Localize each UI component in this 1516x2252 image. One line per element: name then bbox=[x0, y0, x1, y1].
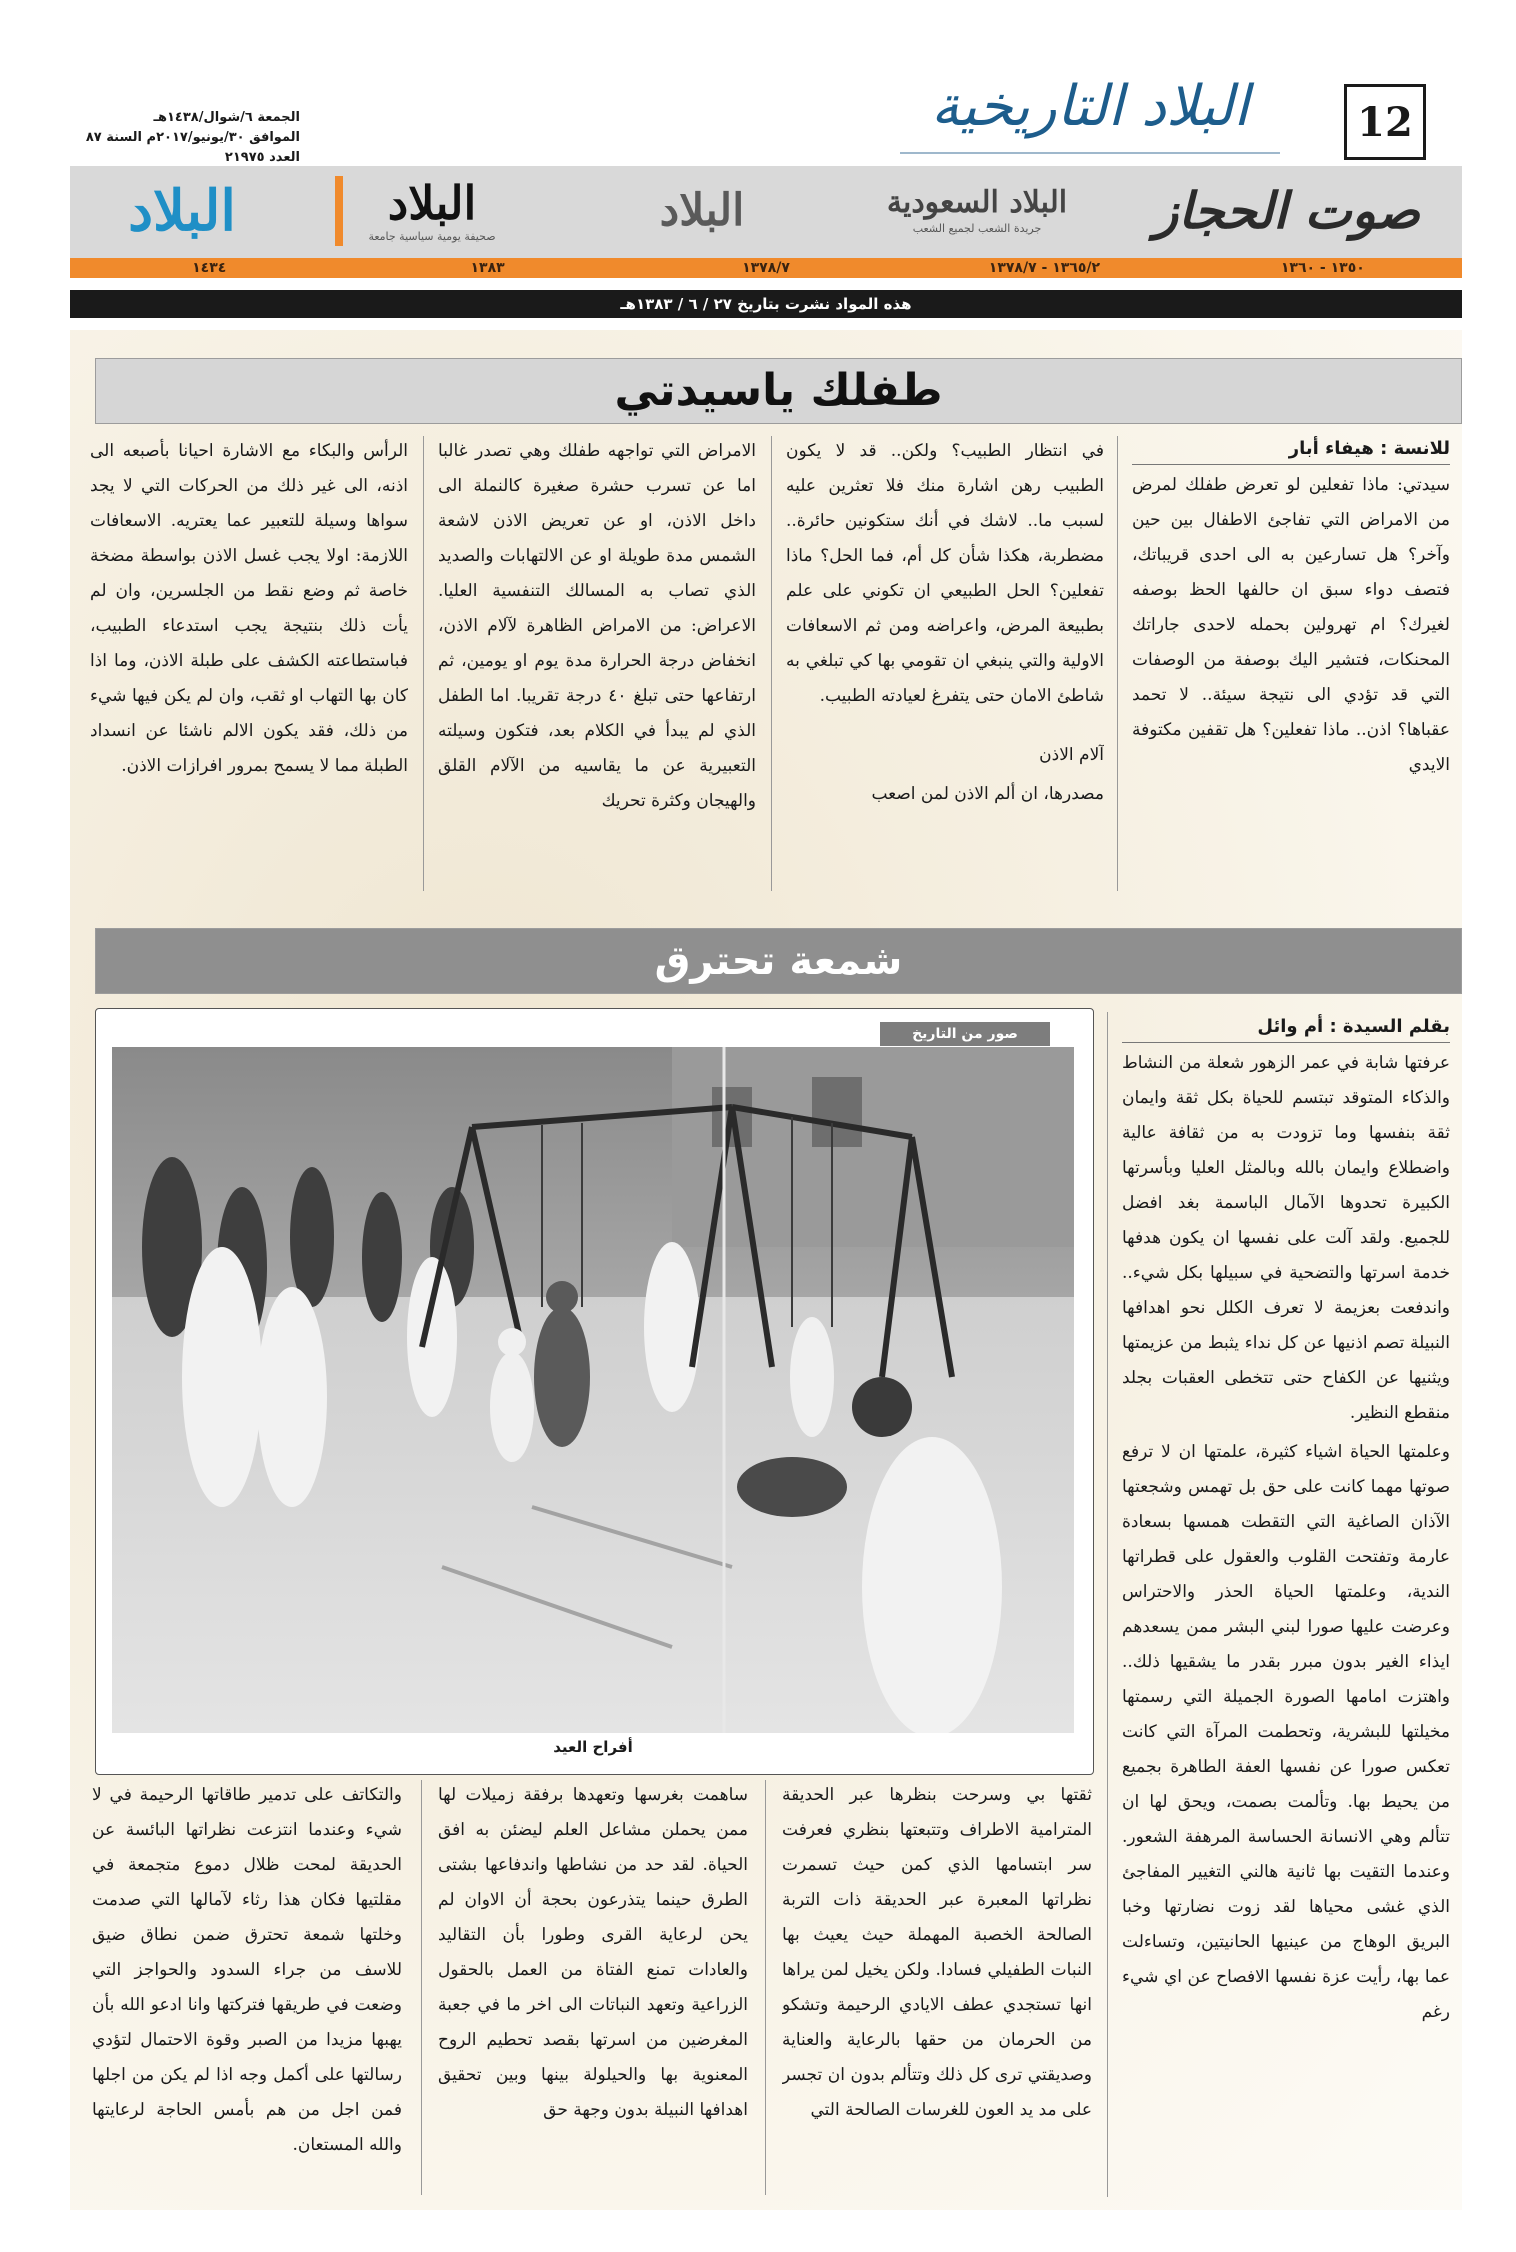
masthead-sawt-alhijaz: صوت الحجاز bbox=[1154, 181, 1420, 240]
article1-col1-text: سيدتي: ماذا تفعلين لو تعرض طفلك لمرض من الامراض التي تفاجئ الاطفال بين حين وآخر؟ هل تسارعين به الى احدى قريباتك، فتصف دواء سبق ان حالفها الحظ بوصفه لغيرك؟ ام تهرولين بحمله لاحدى جاراتك المحنكات، فتشير اليك بوصفة من الوصفات التي قد تؤدي الى نتيجة سيئة.. لا تحمد عقباها؟ اذن.. ماذا تفعلين؟ هل تقفين مكتوفة الايدي bbox=[1132, 475, 1450, 775]
article2-paragraph: ثقتها بي وسرحت بنظرها عبر الحديقة المترامية الاطراف وتتبعتها بنظري فعرفت سر ابتسامها الذي كمن حيث تسمرت نظراتها المعبرة عبر الحديقة ذات التربة الصالحة الخصبة المهملة حيث يعيث بها النبات الطفيلي فسادا. ولكن يخيل لمن يراها انها تستجدي عطف الايادي الرحيمة وتشكو من الحرمان من حقها بالرعاية والعناية وصديقتي ترى كل ذلك وتتألم بدون ان تجسر على مد يد العون للغرسات الصالحة التي bbox=[782, 1785, 1092, 2120]
column-divider bbox=[765, 1780, 766, 2195]
photo-illustration bbox=[112, 1047, 1074, 1733]
article2-paragraph: وعلمتها الحياة اشياء كثيرة، علمتها ان لا ترفع صوتها مهما كانت على حق بل تهمس وشجعتها الآذان الصاغية التي التقطت همسها بسعادة عارمة وتفتحت القلوب والعقول على قطراتها الندية، وعلمتها الحياة الحذر والاحتراس وعرضت عليها صورا لبني البشر ممن يسعدهم ايذاء الغير بدون مبرر بقدر ما يشقيها ذلك.. واهتزت امامها الصورة الجميلة التي رسمتها مخيلتها للبشرية، وتحطمت المرآة التي كانت تعكس صورا عن نفسها العفة الطاهرة بجميع من يحيط بها. وتألمت بصمت، ويحق لها ان تتألم وهي الانسانة الحساسة المرهفة الشعور. وعندما التقيت بها ثانية هالني التغيير المفاجئ الذي غشى محياها لقد زوت نضارتها وخبا البريق الوهاج من عينيها الحانيتين، وتساءلت عما بها، رأيت عزة نفسها الافصاح عن اي شيء رغم bbox=[1122, 1442, 1450, 2022]
historic-mastheads-strip bbox=[70, 166, 1462, 259]
date-gregorian-issue: الموافق ٣٠/يونيو/٢٠١٧م السنة ٨٧ العدد ٢١٩٧٥ bbox=[85, 130, 300, 165]
historic-photo-eid-playground bbox=[112, 1047, 1074, 1733]
masthead-albilad-modern: البلاد bbox=[128, 178, 236, 244]
column-divider bbox=[1107, 1012, 1108, 2197]
article2-headline: شمعة تحترق bbox=[95, 928, 1462, 994]
timeline-years bbox=[70, 258, 1462, 278]
dateline bbox=[60, 108, 300, 168]
article2-right-column bbox=[1122, 1046, 1450, 2196]
column-divider bbox=[771, 436, 772, 891]
article1-subheading-ear-pain: آلام الاذن bbox=[1039, 745, 1104, 765]
section-title: البلاد التاريخية bbox=[900, 62, 1280, 154]
article2-paragraph: عرفتها شابة في عمر الزهور شعلة من النشاط والذكاء المتوقد تبتسم للحياة بكل ثقة وايمان ثقة بنفسها وما تزودت به من ثقافة عالية واضطلاع وايمان بالله وبالمثل العليا وبأسرتها الكبيرة تحدوها الآمال الباسمة بغد افضل للجميع. ولقد آلت على نفسها ان يكون هدفها خدمة اسرتها والتضحية في سبيلها بكل شيء.. واندفعت بعزيمة لا تعرف الكلل نحو اهدافها النبيلة تصم اذنيها عن كل نداء يثبط من عزيمتها ويثنيها عن الكفاح حتى تتخطى العقبات بجلد منقطع النظير. bbox=[1122, 1053, 1450, 1423]
photo-tag: صور من التاريخ bbox=[880, 1022, 1050, 1046]
article1-column-2 bbox=[786, 434, 1104, 889]
timeline-year: ١٤٣٤ bbox=[192, 260, 227, 276]
masthead-albilad-1378: البلاد bbox=[659, 185, 745, 236]
photo-caption: أفراح العيد bbox=[553, 1738, 633, 1756]
article2-byline: بقلم السيدة : أم وائل bbox=[1122, 1012, 1450, 1043]
date-hijri: الجمعة ٦/شوال/١٤٣٨هـ bbox=[153, 110, 300, 125]
timeline-year: ١٣٧٨/٧ bbox=[742, 260, 790, 276]
article1-column-4 bbox=[90, 434, 408, 889]
column-divider bbox=[1117, 436, 1118, 891]
column-divider bbox=[421, 1780, 422, 2195]
timeline-year: ١٣٥٠ - ١٣٦٠ bbox=[1280, 260, 1365, 276]
article1-col3-text: الامراض التي تواجهه طفلك وهي تصدر غالبا اما عن تسرب حشرة صغيرة كالنملة الى داخل الاذن، او عن تعريض الاذن لاشعة الشمس مدة طويلة او عن الالتهابات والصديد الذي تصاب به المسالك التنفسية العليا. الاعراض: من الامراض الظاهرة لآلام الاذن، انخفاض درجة الحرارة مدة يوم او يومين، ثم ارتفاعها حتى تبلغ ٤٠ درجة تقريبا. اما الطفل الذي لم يبدأ في الكلام بعد، فتكون وسيلته التعبيرية عن ما يقاسيه من الآلام القلق والهيجان وكثرة تحريك bbox=[438, 441, 756, 811]
article1-column-1 bbox=[1132, 468, 1450, 888]
page-number: 12 bbox=[1344, 84, 1426, 160]
masthead-accent-bar bbox=[335, 176, 343, 246]
article1-column-3 bbox=[438, 434, 756, 889]
article1-col2-text-2: مصدرها، ان ألم الاذن لمن اصعب bbox=[871, 784, 1104, 804]
article1-col4-text: الرأس والبكاء مع الاشارة احيانا بأصبعه الى اذنه، الى غير ذلك من الحركات التي لا يجد سواها وسيلة للتعبير عما يعتريه. الاسعافات اللازمة: اولا يجب غسل الاذن بواسطة مضخة خاصة ثم وضع نقط من الجلسرين، وان لم يأت ذلك بنتيجة يجب استدعاء الطبيب، فباستطاعته الكشف على طبلة الاذن، وما اذا كان بها التهاب او ثقب، وان لم يكن فيها شيء من ذلك، فقد يكون الالم ناشئا عن انسداد الطبلة مما لا يسمح بمرور افرازات الاذن. bbox=[90, 441, 408, 776]
masthead-albilad-1383: البلاد صحيفة يومية سياسية جامعة bbox=[368, 175, 496, 243]
article2-paragraph: ساهمت بغرسها وتعهدها برفقة زميلات لها ممن يحملن مشاعل العلم ليضئن به افق الحياة. لقد حد من نشاطها واندفاعها بشتى الطرق حينما يتذرعون بحجة أن الاوان لم يحن لرعاية القرى وطورا بأن التقاليد والعادات تمنع الفتاة من العمل بالحقول الزراعية وتعهد النباتات الى اخر ما في جعبة المغرضين من اسرتها بقصد تحطيم الروح المعنوية بها والحيلولة بينها وبين تحقيق اهدافها النبيلة بدون وجهة حق bbox=[438, 1785, 748, 2120]
article2-bottom-column-2 bbox=[438, 1778, 748, 2198]
article1-headline: طفلك ياسيدتي bbox=[95, 358, 1462, 424]
article2-bottom-column-3 bbox=[92, 1778, 402, 2198]
article2-bottom-column-1 bbox=[782, 1778, 1092, 2198]
masthead-albilad-alsaudia: البلاد السعودية جريدة الشعب لجميع الشعب bbox=[886, 184, 1068, 235]
timeline-year: ١٣٦٥/٢ - ١٣٧٨/٧ bbox=[988, 260, 1101, 276]
article1-byline: للانسة : هيفاء أبار bbox=[1132, 434, 1450, 465]
publication-date-notice: هذه المواد نشرت بتاريخ ٢٧ / ٦ / ١٣٨٣هـ bbox=[70, 290, 1462, 318]
column-divider bbox=[423, 436, 424, 891]
article1-col2-text: في انتظار الطبيب؟ ولكن.. قد لا يكون الطبيب رهن اشارة منك فلا تعثرين عليه لسبب ما.. لاشك في أنك ستكونين حائرة.. مضطربة، هكذا شأن كل أم، فما الحل؟ ماذا تفعلين؟ الحل الطبيعي ان تكوني على علم بطبيعة المرض، واعراضه ومن ثم الاسعافات الاولية والتي ينبغي ان تقومي بها كي تبلغي به شاطئ الامان حتى يتفرغ لعيادته الطبيب. bbox=[786, 441, 1104, 706]
timeline-year: ١٣٨٣ bbox=[470, 260, 505, 276]
article2-paragraph: والتكاتف على تدمير طاقاتها الرحيمة في لا شيء وعندما انتزعت نظراتها البائسة عن الحديقة لمحت ظلال دموع متجمعة في مقلتيها فكان هذا رثاء لآمالها التي صدمت وخلتها شمعة تحترق ضمن نطاق ضيق للاسف من جراء السدود والحواجز التي وضعت في طريقها فتركتها وانا ادعو الله بأن يهبها مزيدا من الصبر وقوة الاحتمال لتؤدي رسالتها على أكمل وجه اذا لم يكن من اجلها فمن اجل من هم بأمس الحاجة لرعايتها والله المستعان. bbox=[92, 1785, 402, 2155]
